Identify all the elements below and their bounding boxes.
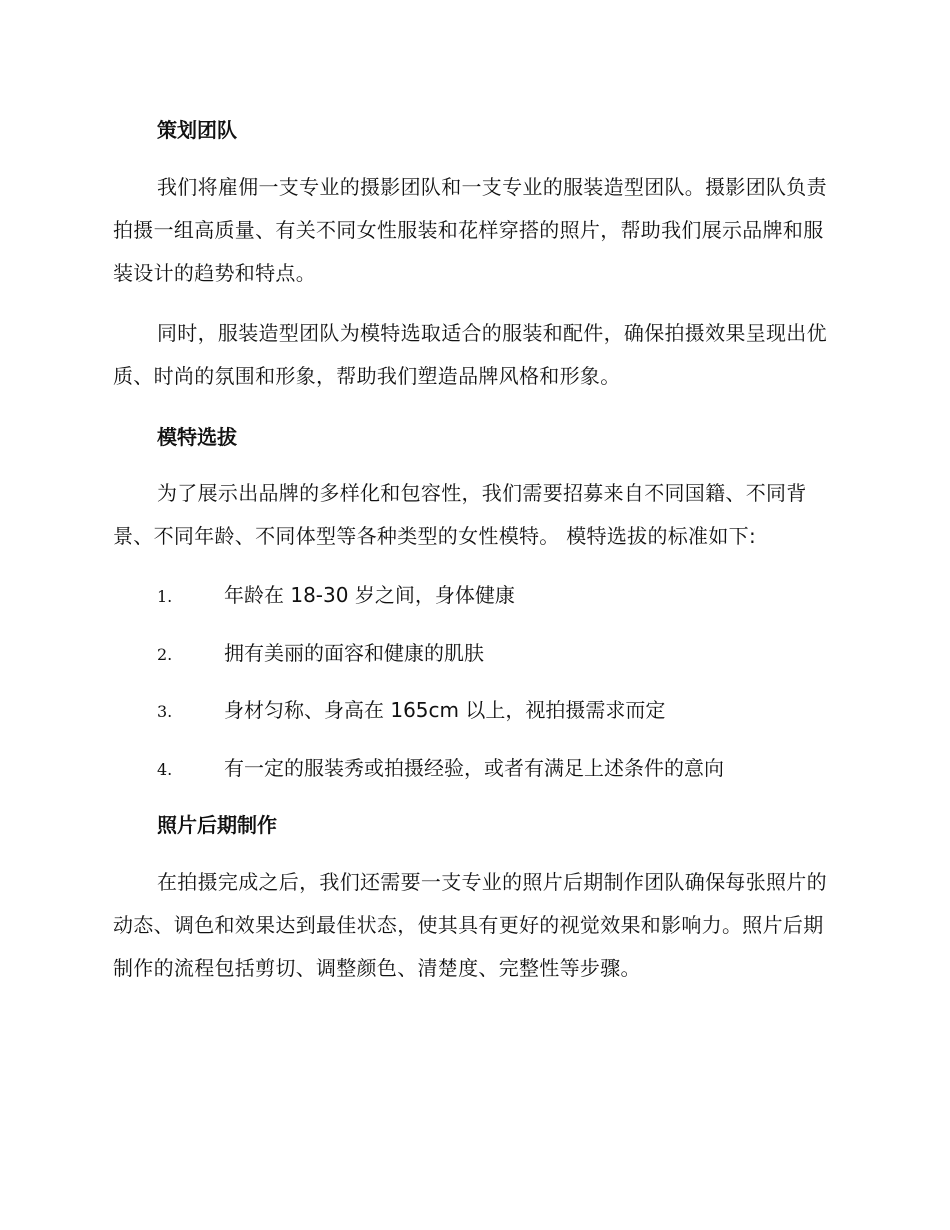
list-item-number: 4. bbox=[157, 760, 173, 779]
list-item bbox=[157, 695, 837, 725]
section-heading-models: 模特选拔 bbox=[157, 425, 237, 449]
list-item-text: 拥有美丽的面容和健康的肌肤 bbox=[224, 641, 484, 665]
list-item-number: 1. bbox=[157, 587, 173, 606]
section-heading-post-production: 照片后期制作 bbox=[157, 813, 277, 837]
list-item-number: 3. bbox=[157, 702, 173, 721]
list-item bbox=[157, 638, 837, 668]
paragraph-post-production: 在拍摄完成之后，我们还需要一支专业的照片后期制作团队确保每张照片的动态、调色和效果达到最佳状态，使其具有更好的视觉效果和影响力。照片后期制作的流程包括剪切、调整颜色、清楚度、完整性等步骤。 bbox=[113, 870, 827, 980]
paragraph-team-styling: 同时，服装造型团队为模特选取适合的服装和配件，确保拍摄效果呈现出优质、时尚的氛围和形象，帮助我们塑造品牌风格和形象。 bbox=[113, 321, 827, 388]
section-heading-team: 策划团队 bbox=[157, 118, 237, 142]
list-item bbox=[157, 753, 837, 783]
list-item bbox=[157, 580, 837, 610]
list-item-number: 2. bbox=[157, 645, 173, 664]
list-item-text: 年龄在 18-30 岁之间，身体健康 bbox=[224, 583, 515, 607]
paragraph-team-photography: 我们将雇佣一支专业的摄影团队和一支专业的服装造型团队。摄影团队负责拍摄一组高质量、有关不同女性服装和花样穿搭的照片，帮助我们展示品牌和服装设计的趋势和特点。 bbox=[113, 175, 827, 285]
list-item-text: 有一定的服装秀或拍摄经验，或者有满足上述条件的意向 bbox=[224, 756, 724, 780]
list-item-text: 身材匀称、身高在 165cm 以上，视拍摄需求而定 bbox=[224, 698, 666, 722]
paragraph-models-intro: 为了展示出品牌的多样化和包容性，我们需要招募来自不同国籍、不同背景、不同年龄、不同体型等各种类型的女性模特。 模特选拔的标准如下: bbox=[113, 481, 807, 548]
